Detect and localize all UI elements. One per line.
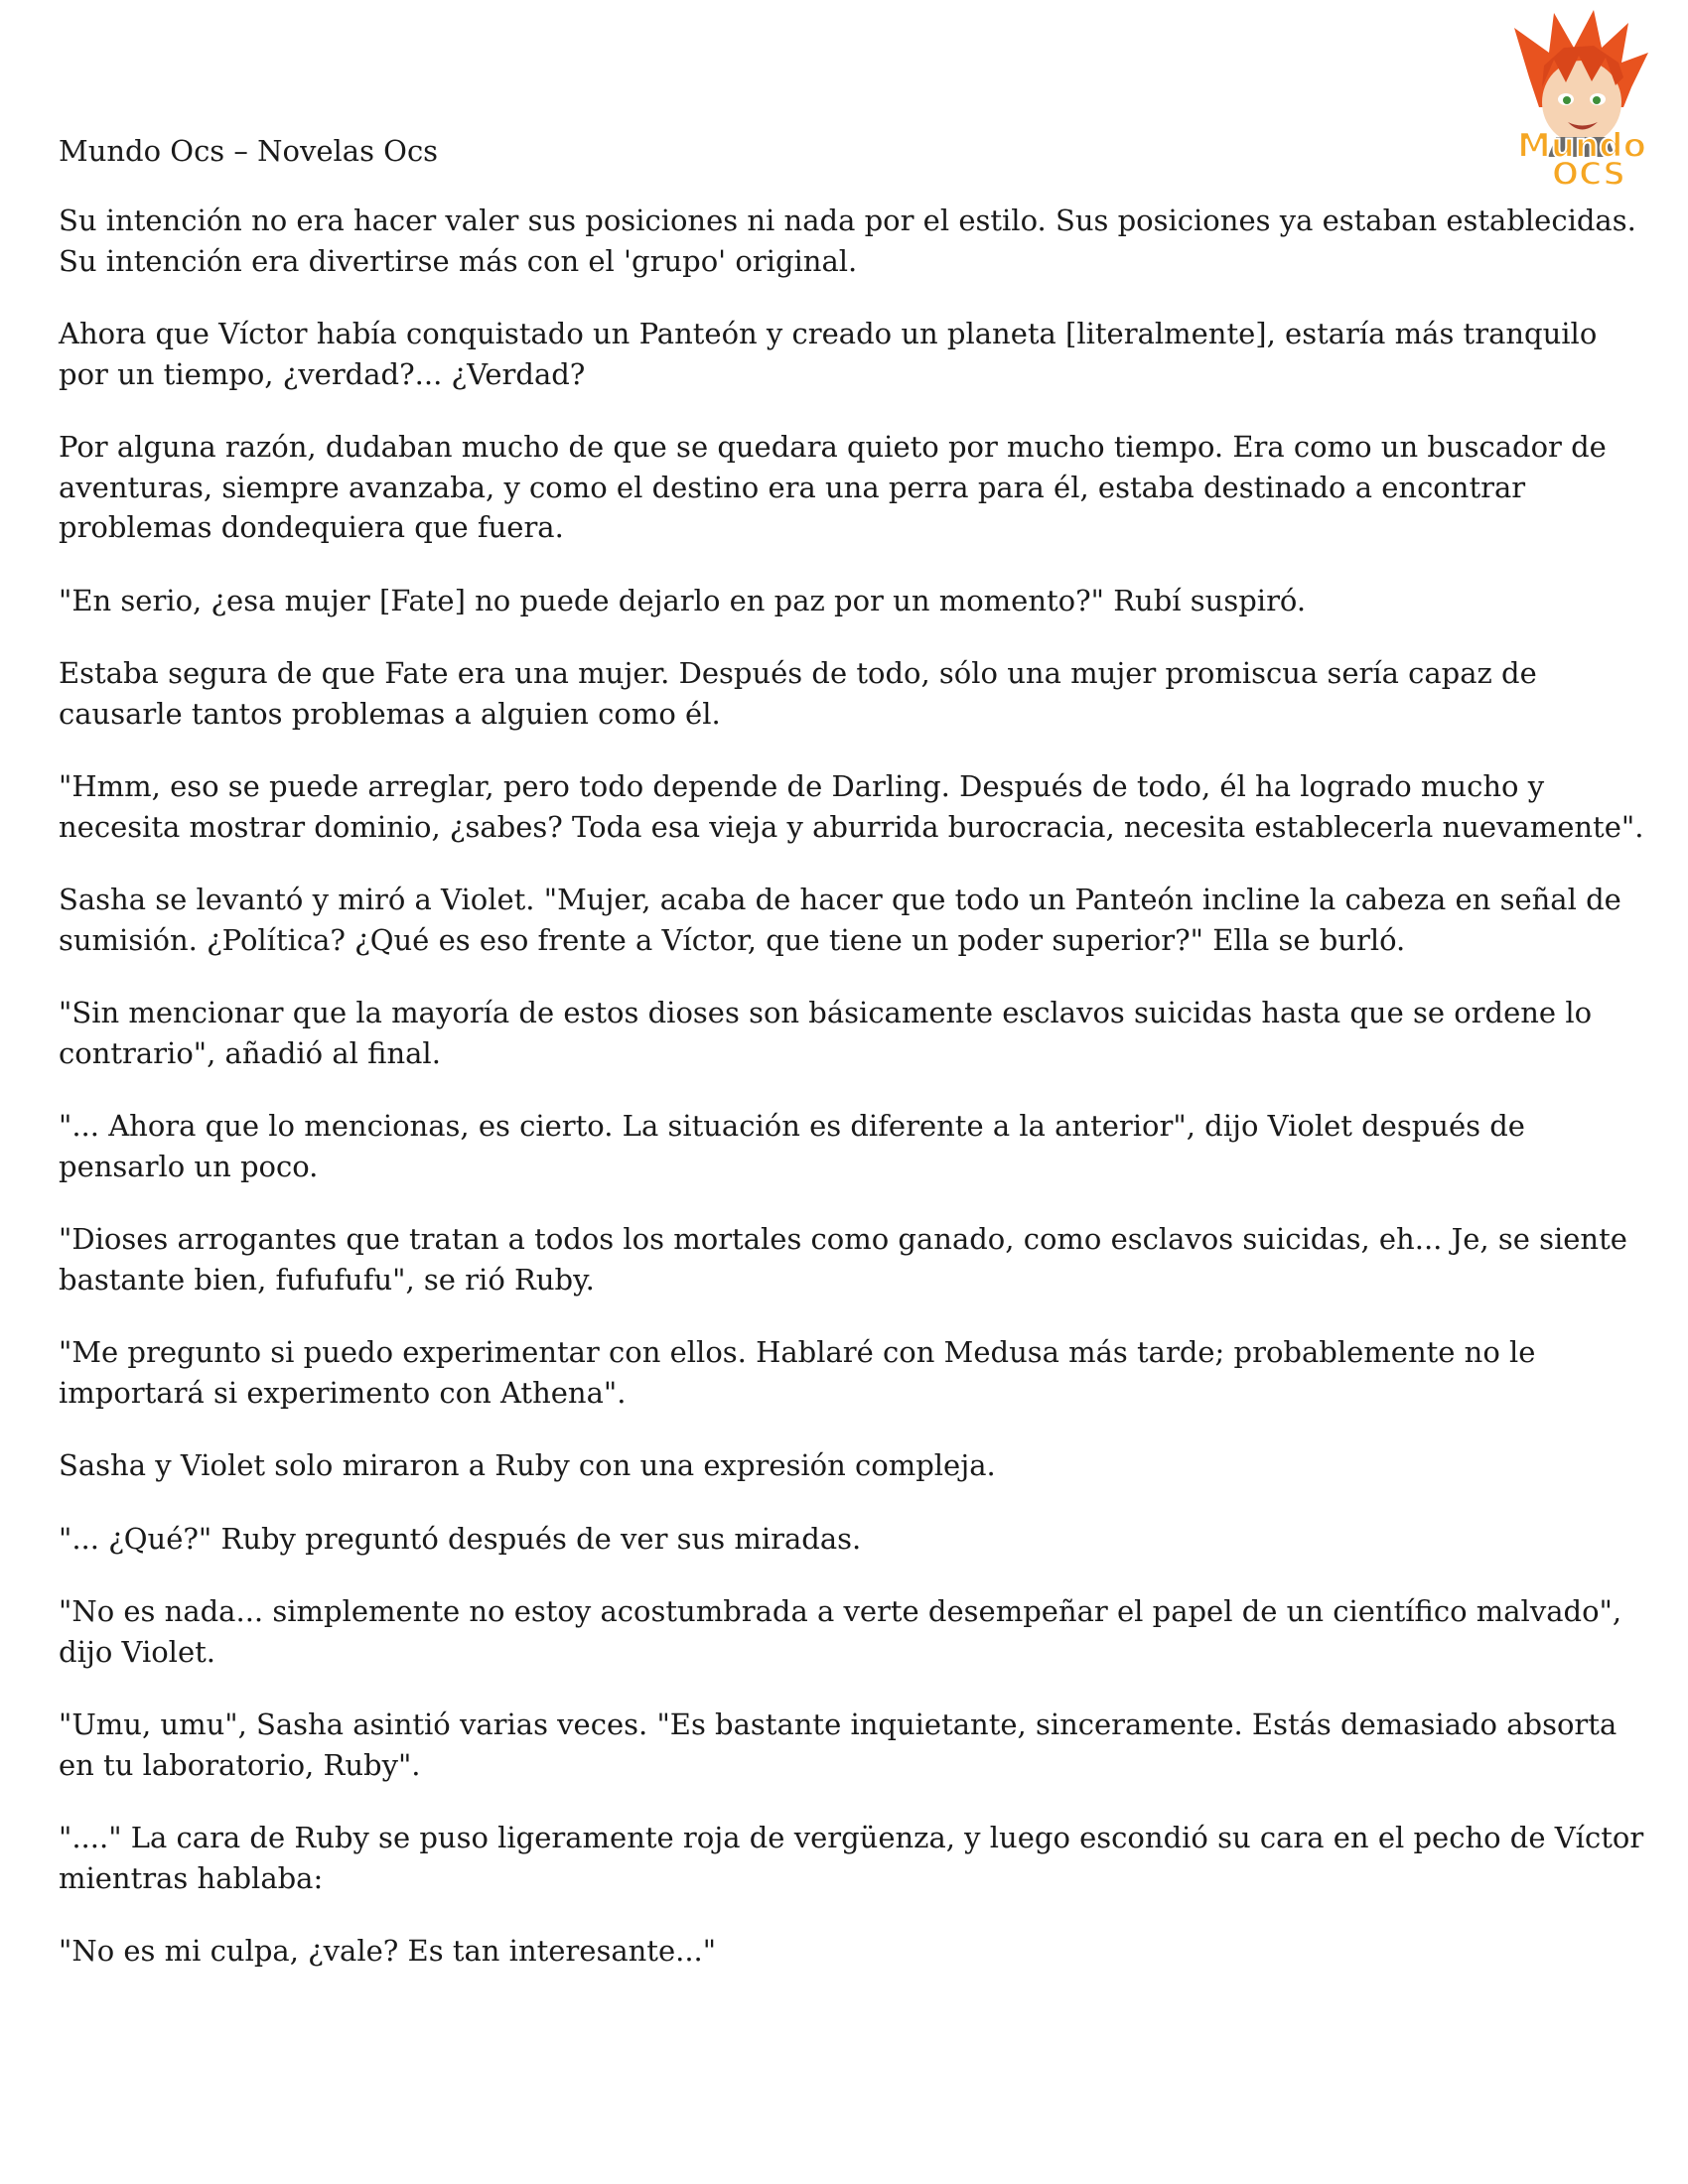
paragraph: Su intención no era hacer valer sus posiciones ni nada por el estilo. Sus posiciones ya estaban establecidas. Su intención era divertirse más con el 'grupo' original. xyxy=(59,204,1636,278)
paragraph: "Hmm, eso se puede arreglar, pero todo depende de Darling. Después de todo, él ha logrado mucho y necesita mostrar dominio, ¿sabes? Toda esa vieja y aburrida burocracia, necesita establecerla nuevamente". xyxy=(59,769,1644,844)
paragraph: "En serio, ¿esa mujer [Fate] no puede dejarlo en paz por un momento?" Rubí suspiró. xyxy=(59,583,1307,617)
story-body xyxy=(59,201,1647,2004)
paragraph: Estaba segura de que Fate era una mujer. Después de todo, sólo una mujer promiscua sería capaz de causarle tantos problemas a alguien como él. xyxy=(59,656,1537,731)
paragraph: Ahora que Víctor había conquistado un Panteón y creado un planeta [literalmente], estaría más tranquilo por un tiempo, ¿verdad?... ¿Verdad? xyxy=(59,317,1598,391)
paragraph: "Sin mencionar que la mayoría de estos dioses son básicamente esclavos suicidas hasta que se ordene lo contrario", añadió al final. xyxy=(59,996,1593,1070)
paragraph: "No es mi culpa, ¿vale? Es tan interesante..." xyxy=(59,1934,717,1968)
paragraph: Por alguna razón, dudaban mucho de que se quedara quieto por mucho tiempo. Era como un buscador de aventuras, siempre avanzaba, y como el destino era una perra para él, estaba destinado a encontrar problemas dondequiera que fuera. xyxy=(59,430,1607,544)
paragraph: "... Ahora que lo mencionas, es cierto. La situación es diferente a la anterior", dijo Violet después de pensarlo un poco. xyxy=(59,1109,1525,1183)
logo-wordmark xyxy=(1517,126,1646,187)
logo-text-line1: Mundo xyxy=(1517,126,1646,166)
logo-text-line2: OCS xyxy=(1551,155,1626,187)
mundo-ocs-logo xyxy=(1494,8,1668,187)
paragraph: "Umu, umu", Sasha asintió varias veces. "Es bastante inquietante, sinceramente. Estás demasiado absorta en tu laboratorio, Ruby". xyxy=(59,1707,1618,1782)
site-title: Mundo Ocs – Novelas Ocs xyxy=(59,134,439,168)
paragraph: "Me pregunto si puedo experimentar con ellos. Hablaré con Medusa más tarde; probablemente no le importará si experimento con Athena". xyxy=(59,1335,1536,1410)
paragraph: "... ¿Qué?" Ruby preguntó después de ver sus miradas. xyxy=(59,1521,862,1556)
paragraph: "No es nada... simplemente no estoy acostumbrada a verte desempeñar el papel de un científico malvado", dijo Violet. xyxy=(59,1594,1622,1669)
paragraph: Sasha se levantó y miró a Violet. "Mujer, acaba de hacer que todo un Panteón incline la cabeza en señal de sumisión. ¿Política? ¿Qué es eso frente a Víctor, que tiene un poder superior?" Ella se burló. xyxy=(59,883,1621,957)
paragraph: "...." La cara de Ruby se puso ligeramente roja de vergüenza, y luego escondió su cara en el pecho de Víctor mientras hablaba: xyxy=(59,1821,1644,1895)
paragraph: "Dioses arrogantes que tratan a todos los mortales como ganado, como esclavos suicidas, eh... Je, se siente bastante bien, fufufufu", se rió Ruby. xyxy=(59,1222,1627,1297)
paragraph: Sasha y Violet solo miraron a Ruby con una expresión compleja. xyxy=(59,1448,996,1482)
